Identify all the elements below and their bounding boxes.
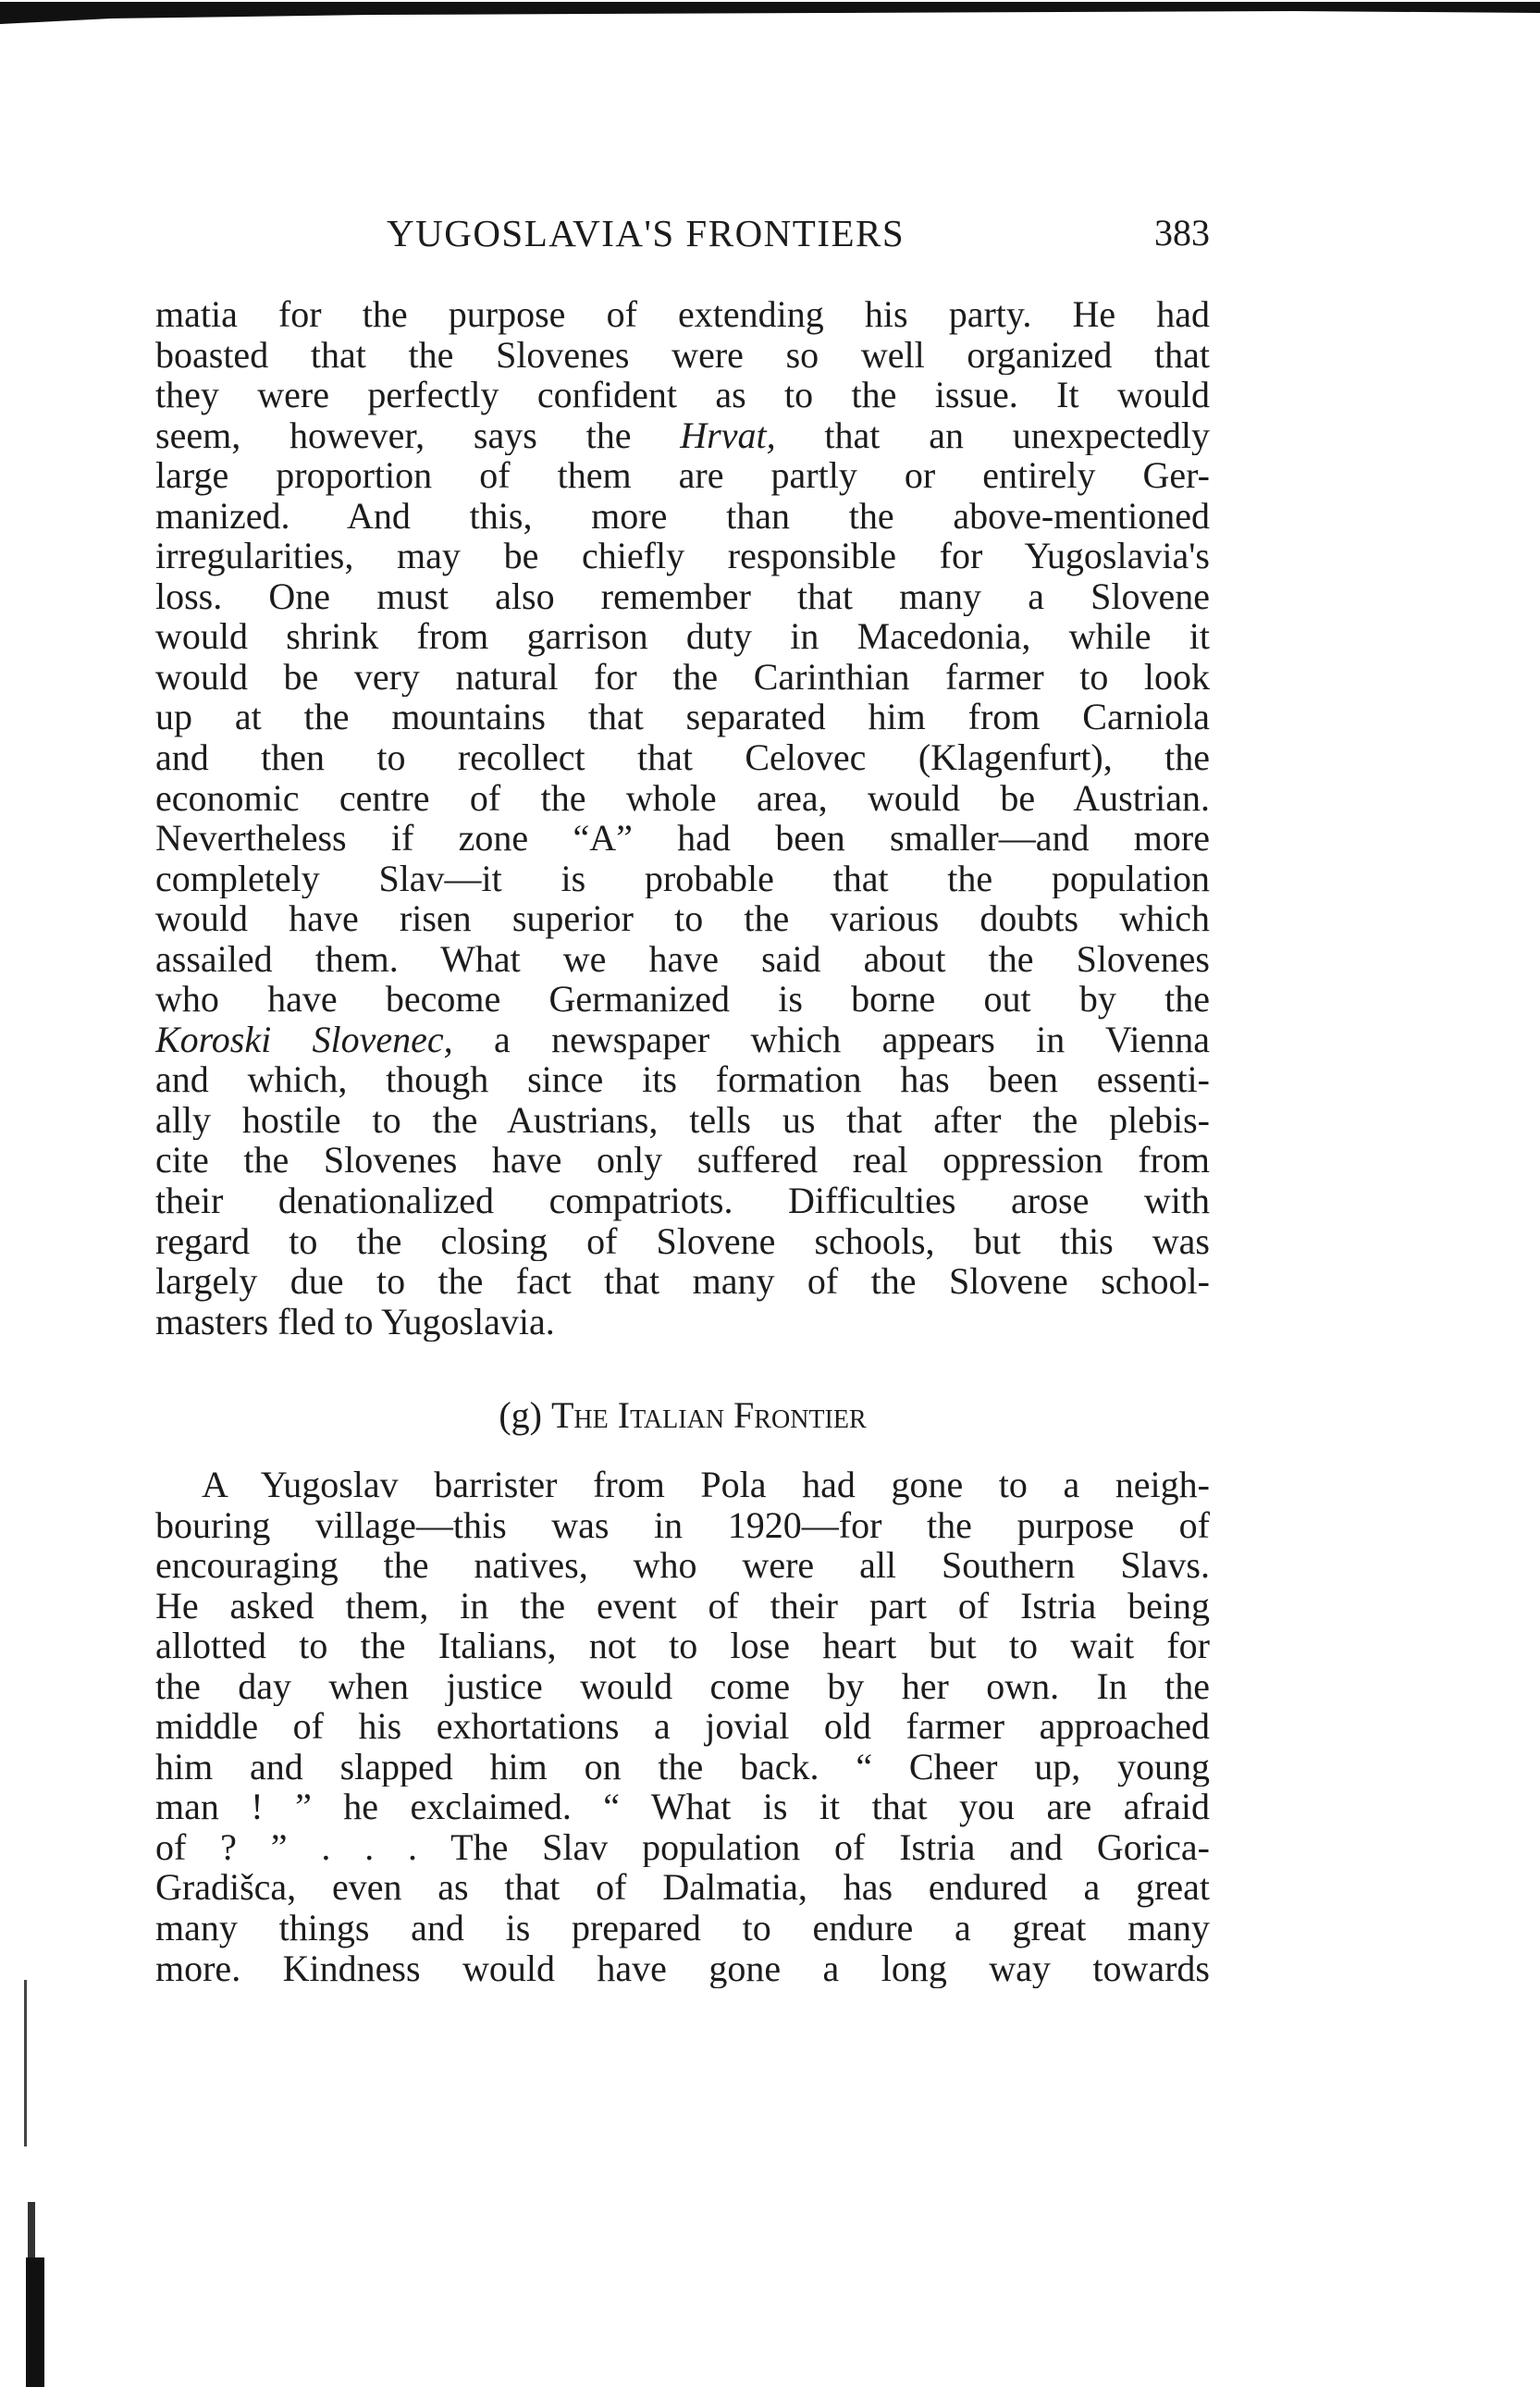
text-line: and then to recollect that Celovec (Klagenfurt), the [155,737,1210,778]
section-heading [155,1388,1210,1443]
section-title-word: Italian [617,1394,725,1436]
text-line: would have risen superior to the various doubts which [155,898,1210,939]
top-page-edge-rule [0,0,1540,24]
text-line: irregularities, may be chiefly responsible for Yugoslavia's [155,536,1210,576]
text-line: the day when justice would come by her own. In the [155,1665,1210,1707]
paragraph-1 [155,294,1210,1342]
text-line: man ! ” he exclaimed. “ What is it that you are afraid [155,1787,1210,1827]
text-line: masters fled to Yugoslavia. [155,1301,555,1342]
text-line: who have become Germanized is borne out by the [155,979,1210,1020]
text-line: ally hostile to the Austrians, tells us that after the plebis- [155,1099,1210,1141]
text-line: matia for the purpose of extending his party. He had [155,294,1210,335]
text-line: encouraging the natives, who were all Southern Slavs. [155,1545,1210,1586]
newspaper-title-koroski-slovenec: Koroski Slovenec, [155,1019,453,1060]
text-line: up at the mountains that separated him from Carniola [155,697,1210,738]
text-line [155,1020,1210,1060]
text-line: allotted to the Italians, not to lose heart but to wait for [155,1626,1210,1666]
running-title: YUGOSLAVIA'S FRONTIERS [387,212,906,254]
section-marker: (g) [499,1394,542,1436]
text-line: him and slapped him on the back. “ Cheer up, young [155,1746,1210,1787]
section-title-word: Frontier [733,1394,867,1436]
text-line: cite the Slovenes have only suffered real oppression from [155,1140,1210,1181]
text-line: more. Kindness would have gone a long way towards [155,1948,1210,1989]
text-line: Nevertheless if zone “A” had been smaller—and more [155,818,1210,859]
text-segment: that an unexpectedly [824,414,1210,456]
text-line: and which, though since its formation has been essenti- [155,1059,1210,1100]
text-line: largely due to the fact that many of the Slovene school- [155,1261,1210,1302]
text-line: they were perfectly confident as to the issue. It would [155,375,1210,415]
text-line: A Yugoslav barrister from Pola had gone to a neigh- [202,1465,1210,1505]
page-number: 383 [1154,212,1210,254]
text-segment: a newspaper which appears in Vienna [494,1019,1210,1060]
text-line: Gradišca, even as that of Dalmatia, has endured a great [155,1867,1210,1909]
text-line: manized. And this, more than the above-mentioned [155,495,1210,537]
text-line: boasted that the Slovenes were so well organized that [155,334,1210,376]
running-head [155,205,1210,261]
left-margin-binding-mark [0,1980,55,2387]
text-line: their denationalized compatriots. Difficulties arose with [155,1181,1210,1221]
text-line [155,415,1210,456]
text-line: large proportion of them are partly or entirely Ger- [155,455,1210,496]
text-line: assailed them. What we have said about the Slovenes [155,938,1210,980]
text-line: many things and is prepared to endure a great many [155,1908,1210,1948]
text-line: middle of his exhortations a jovial old farmer approached [155,1706,1210,1747]
text-line: completely Slav—it is probable that the population [155,858,1210,899]
text-line: He asked them, in the event of their part of Istria being [155,1585,1210,1626]
text-line: economic centre of the whole area, would be Austrian. [155,777,1210,819]
text-line: would shrink from garrison duty in Macedonia, while it [155,616,1210,657]
text-line: would be very natural for the Carinthian farmer to look [155,656,1210,698]
newspaper-title-hrvat: Hrvat, [680,414,776,456]
section-title-word: The [551,1394,609,1436]
text-line: bouring village—this was in 1920—for the purpose of [155,1504,1210,1546]
paragraph-2 [155,1465,1210,1988]
text-line: of ? ” . . . The Slav population of Istria and Gorica- [155,1826,1210,1868]
text-segment: seem, however, says the [155,414,632,456]
text-line: regard to the closing of Slovene schools, but this was [155,1220,1210,1262]
text-line: loss. One must also remember that many a Slovene [155,575,1210,617]
